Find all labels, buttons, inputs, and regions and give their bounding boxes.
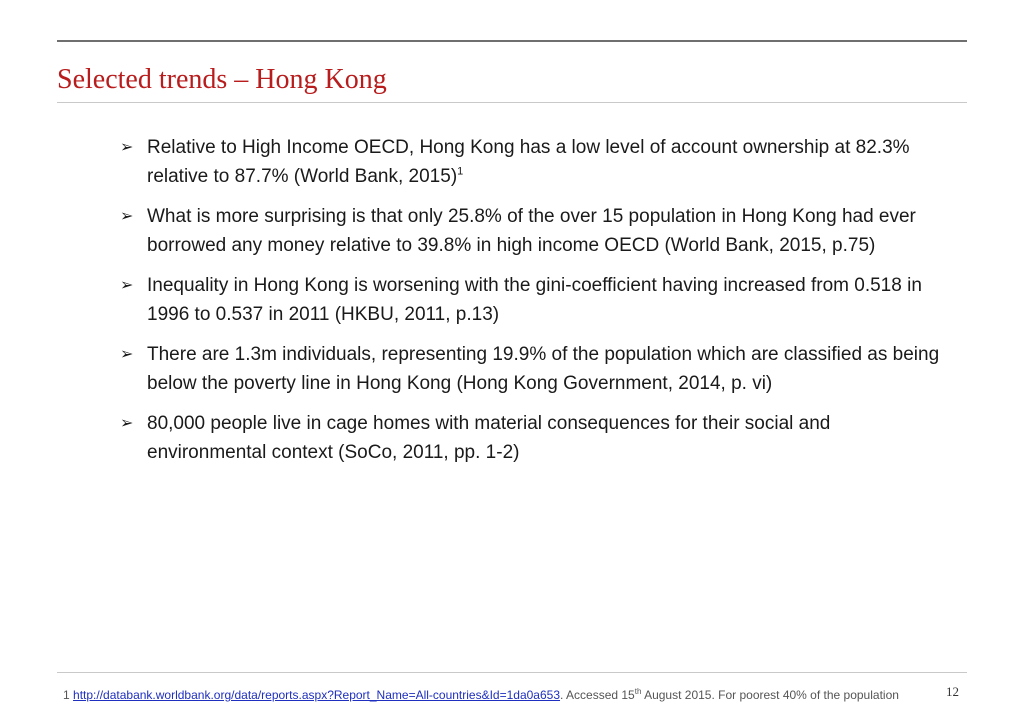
footer-divider [57,672,967,673]
page-number: 12 [946,684,959,699]
slide-title: Selected trends – Hong Kong [57,64,387,95]
bullet-text: What is more surprising is that only 25.8% of the over 15 population in Hong Kong had ever borrowed any money relative to 39.8% in high income OECD (World Bank, 2015, p.75) [147,206,916,256]
top-divider [57,40,967,42]
bullet-text: 80,000 people live in cage homes with material consequences for their social and environmental context (SoCo, 2011, pp. 1-2) [147,413,831,463]
bullet-item [120,134,940,191]
footnote-rest-text: August 2015. For poorest 40% of the population [641,688,899,702]
footnote-number: 1 [63,688,70,702]
bullet-list [120,134,940,479]
arrowhead-bullet-icon: ➢ [120,139,134,156]
footnote-link[interactable]: http://databank.worldbank.org/data/reports.aspx?Report_Name=All-countries&Id=1da0a653 [73,688,561,702]
footnote-ordinal-suffix: th [634,687,642,696]
footnote-ref: 1 [457,165,464,178]
arrowhead-bullet-icon: ➢ [120,346,134,363]
bullet-item [120,410,940,467]
bullet-text: Relative to High Income OECD, Hong Kong has a low level of account ownership at 82.3% relative to 87.7% (World Bank, 2015) [147,137,910,187]
arrowhead-bullet-icon: ➢ [120,208,134,225]
title-divider [57,102,967,103]
bullet-item [120,203,940,260]
bullet-item [120,272,940,329]
arrowhead-bullet-icon: ➢ [120,415,134,432]
bullet-text: Inequality in Hong Kong is worsening with the gini-coefficient having increased from 0.518 in 1996 to 0.537 in 2011 (HKBU, 2011, p.13) [147,275,922,325]
arrowhead-bullet-icon: ➢ [120,277,134,294]
footnote [63,686,913,704]
bullet-text: There are 1.3m individuals, representing 19.9% of the population which are classified as being below the poverty line in Hong Kong (Hong Kong Government, 2014, p. vi) [147,344,940,394]
bullet-item [120,341,940,398]
footnote-accessed-text: . Accessed 15 [560,688,635,702]
